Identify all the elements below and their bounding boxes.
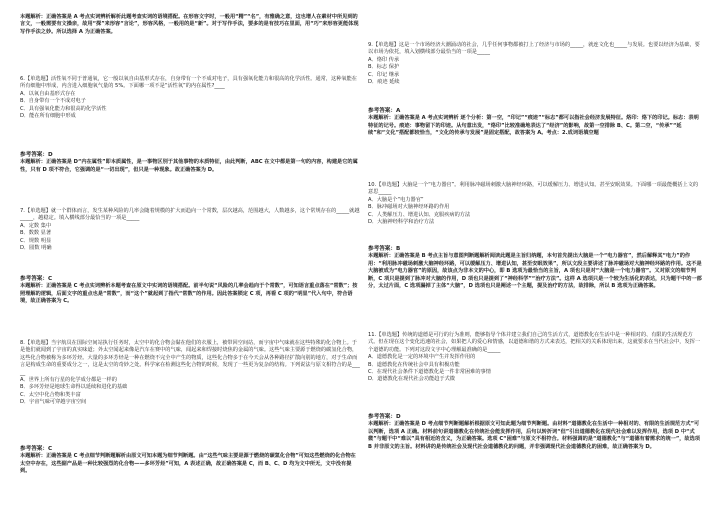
q10-option-a[interactable]: A．大脑是个“电力器官” xyxy=(368,196,424,203)
question-11 xyxy=(368,332,703,384)
q9-option-c[interactable]: C．印记 继承 xyxy=(368,71,400,78)
q7-option-c[interactable]: C．规数 明显 xyxy=(20,237,52,244)
q7-stem: 7.【单选题】就一个群体而言，发生某种风险的几率会随着规模的扩大而趋向一个常数，层次越高，范围越大，人数越多，这个常规存在的_____就越_____，越稳定。填入横线部分最恰当的一项是_____ xyxy=(20,208,360,222)
q10-option-d[interactable]: D．大脑神经科学和治疗方法 xyxy=(368,219,435,226)
q5-explanation xyxy=(20,14,360,36)
question-8 xyxy=(20,340,360,407)
q7-option-d[interactable]: D．圆数 明确 xyxy=(20,245,52,252)
q8-explanation: 本题解析：正确答案是 C 考点细节判断题解析由原文可知本题为细节判断题。由“这些气味主要是源于燃烧的碳氢化合物”可知这些燃烧的化合物在太空中存在，这些副产品是一种比较强烈的化合物——多环芳烃”可知，A 表述正确，故正确答案是 C，而 B、C、D 均为文中所无，文中没有提到。 xyxy=(20,453,356,475)
q6-explanation: 本题解析：正确答案是 D“内在属性”即本质属性，是一事物区别于其他事物的本质特征，由此判断，ABC 在文中都是第一句的内容，构建是它的属性，只有 D 项不符合，它强调的是“一切出现”，但只是一种现象。故正确答案为 D。 xyxy=(20,159,358,173)
q10-option-b[interactable]: B．脉冲磁场对大脑神经环路的作用 xyxy=(368,204,450,211)
q5-explanation-text: 本题解析：正确答案是 A 考点实词辨析解析此题考查实词的语境搭配。在形容文字时，一般用“精”“名”，有雅确之意，这也增人在素材中所见到的言文，一般需要有文操亲，故用“探”来形容“言论”，形容风格，一般用的是“新”。对于写作手法，要多的是有技巧在里面，用“巧”来形容更能体现写作手法之妙。所以选择 A 为正确答案。 xyxy=(20,14,359,35)
q8-stem: 8.【单选题】当宇航员在国际空间站执行任务时，太空中的化合物会黏在他们的衣服上，被带回空间站，而宇宙中气味就在这些特殊的化合物上。于是他们就闻到了宇宙的真实味道；外太空闻起来像是汽车在赛中的气味，闻起来和焊接时烧焦的金属的气味。这些气味主要源于燃烧的碳氢化合物，这些化合物被称为多环芳烃。大量的多环芳烃是一种在燃烧不完全中产生的物质，这些化合物多于在今天会从各种路径扩散向别的地方，对于生命而言是构成生命的重要成分之一，这是太空的奇妙之处。科学家在检测这些化合物的时候，发现了一些更为复杂的结构。下列说法与原文相符合的是_____ xyxy=(20,340,360,376)
q6-reference-answer: 参考答案：D xyxy=(20,152,53,158)
question-10 xyxy=(368,182,703,226)
q11-option-c[interactable]: C．在现代社会条件下道德教化是一件非常困难的事情 xyxy=(368,369,491,376)
q9-answer xyxy=(368,108,703,138)
q7-explanation: 本题解析：正确答案是 C 考点实词辨析本题考查在原文中实词的语境搭配。前半句说“风险的几率会趋向于个常数”，可知语言重点落在“常数”；按照理解的逻辑，后面文字的重点也是“常数”，而“这个”就起到了指代“常数”的作用。因此答案锁定 C 项，再看 C 项的“明显”代入句中，符合语境，故正确答案为 C。 xyxy=(20,283,358,305)
q6-answer xyxy=(20,152,360,174)
q7-reference-answer: 参考答案：C xyxy=(20,276,53,282)
q7-answer xyxy=(20,276,360,306)
q6-option-d[interactable]: D．能在所有细胞中形成 xyxy=(20,113,76,120)
q8-option-d[interactable]: D．宇宙气味可穿越宇宙空间 xyxy=(20,399,87,406)
question-6 xyxy=(20,76,360,120)
q11-reference-answer: 参考答案：D xyxy=(368,414,401,420)
q10-stem: 10.【单选题】大脑是一个“电力器官”。利用脉冲磁场刺激大脑神经环路，可以缓解压力、增进认知。甚至安眠效果。下面哪一项最能概括上文的意思_____ xyxy=(368,182,699,196)
q11-option-a[interactable]: A．道德教化是一定的环境中产生并发挥作用的 xyxy=(368,354,476,361)
q10-option-c[interactable]: C．人类解压力、增进认知、克服疾病的方法 xyxy=(368,211,471,218)
q6-stem: 6.【单选题】活性氧不同于普通氧，它一般以氧自由基形式存在，自身带有一个不成对电子，具有强氧化能力和很高的化学活性。通常，这种氧能在所有细胞中形成，内含进入细胞氧气量的 5%。下面哪一项不是“活性氧”的内在属性?____ xyxy=(20,76,357,90)
question-9 xyxy=(368,42,703,86)
q9-option-a[interactable]: A．烙印 传承 xyxy=(368,56,400,63)
q8-option-c[interactable]: C．太空中化合物和类丰富 xyxy=(20,391,81,398)
q8-answer xyxy=(20,446,360,476)
q6-option-b[interactable]: B．自身带有一个不成对电子 xyxy=(20,98,86,105)
q7-option-a[interactable]: A．定数 集中 xyxy=(20,222,52,229)
q9-reference-answer: 参考答案：A xyxy=(368,108,401,114)
q9-explanation: 本题解析：正确答案是 A 考点实词辨析 逐个分析：第一空，“印记”“痕迹”“标志”都可以指社会经济发展特征。烙印：烙下的印记。标志：表明特征的记号。痕迹：事物留下的印迹。从句意出发，“烙印”比较准确地表达了“经济”的影响，故第一空排除 B、C。第二空，“传承”“延续”和“文化”搭配都较恰当，“文化的传承与发展”是固定搭配，故答案为 A。考点：2.成词语填空题 xyxy=(368,115,699,137)
q11-stem: 11.【单选题】传统的道德是可行的行为准则，能够指导个体并建立我们自己的生活方式，道德教化在生活中是一种相对的、有限的生活规范方式。但在现在这个变化迅速的社会，如果把人的爱心和情感，以道德和谐的方式来表达，把相关的关系体现出来，这就要求在当代社会中，发挥一个道德的功能。下列对这段文字中心理解最准确的是_____ xyxy=(368,332,701,353)
q7-option-b[interactable]: B．数数 显著 xyxy=(20,230,52,237)
q8-option-b[interactable]: B．多环芳烃是地球生命得以延续和进化的基础 xyxy=(20,384,128,391)
q10-reference-answer: 参考答案：B xyxy=(368,246,401,252)
q11-answer xyxy=(368,414,703,451)
q9-option-b[interactable]: B．标志 保护 xyxy=(368,64,400,71)
q11-explanation: 本题解析：正确答案是 D 考点细节判断题解析根据原文可知此题为细节判断题。由材料“道德教化在生活中一种相对的、有限的生活规范方式”可以判断，选项 A 正确。材料前句讲道德教化在传统社会能发挥作用，后句以转折词“但”引出道德教化在现代社会难以发挥作用，选项 D 中“式微”与题干中“难以”具有相近的含义，为正确答案。选项 C“困难”与原文不相符合。材料强调的是“道德教化”与“道德有着需求的统一”，故选项 B 并非原文的主旨。材料讲的是传统社会及现代社会道德教化的问题，并非强调现代社会道德教化的困难，故正确答案为 D。 xyxy=(368,421,700,450)
q11-option-b[interactable]: B．道德教化在传统社会中具有积极功能 xyxy=(368,361,460,368)
question-7 xyxy=(20,208,360,252)
q10-answer xyxy=(368,246,703,290)
q9-stem: 9.【单选题】这是一个市场经济大潮涌动的社会，几乎任何事物都被打上了经济与市场的_____，就连文化也_____与发展。也要以经济为基础，要以市场为依托，填入划横线部分最恰当的一项是_____ xyxy=(368,42,700,56)
q6-option-a[interactable]: A．以氧自由基形式存在 xyxy=(20,90,76,97)
q8-option-a[interactable]: A．世界上所有行星的化学成分都是一样的 xyxy=(20,377,117,384)
q8-reference-answer: 参考答案：C xyxy=(20,446,53,452)
q11-option-d[interactable]: D．道德教化在现代社会功能趋于式微 xyxy=(368,376,455,383)
q6-option-c[interactable]: C．具有强氧化能力和很高的化学活性 xyxy=(20,105,107,112)
q10-explanation: 本题解析：正确答案是 B 考点主旨与意图判断题解析阅读此题是主旨归纳题，本句首先提出大脑是一个“电力器官”，然后解释其“电力”的作用：“利用脉冲磁场刺激大脑神经环路，可以缓解压力、增进认知，甚至安眠效果”，所以文段主要讲述了脉冲磁场对大脑神经环路的作用。这不是大脑被成为“电力器官”的原因，故该点为非本文的中心，即 B 选项为最恰当的主旨，A 项也只是对“大脑是一个电力器官”。又对原文的细节判断，C 项只是提到了脉冲对大脑的作用，D 项也只是提到了“神经科学”“治疗方法”。这样 A 选项只是一个较为生活化的表达，只为题干中的一部分，太过片面，C 选项漏掉了主体“大脑”，D 选项也只是阐述一个主题，提及治疗的方法，故排除，所以 B 选项为正确答案。 xyxy=(368,253,702,290)
q9-option-d[interactable]: D．痕迹 延续 xyxy=(368,79,400,86)
